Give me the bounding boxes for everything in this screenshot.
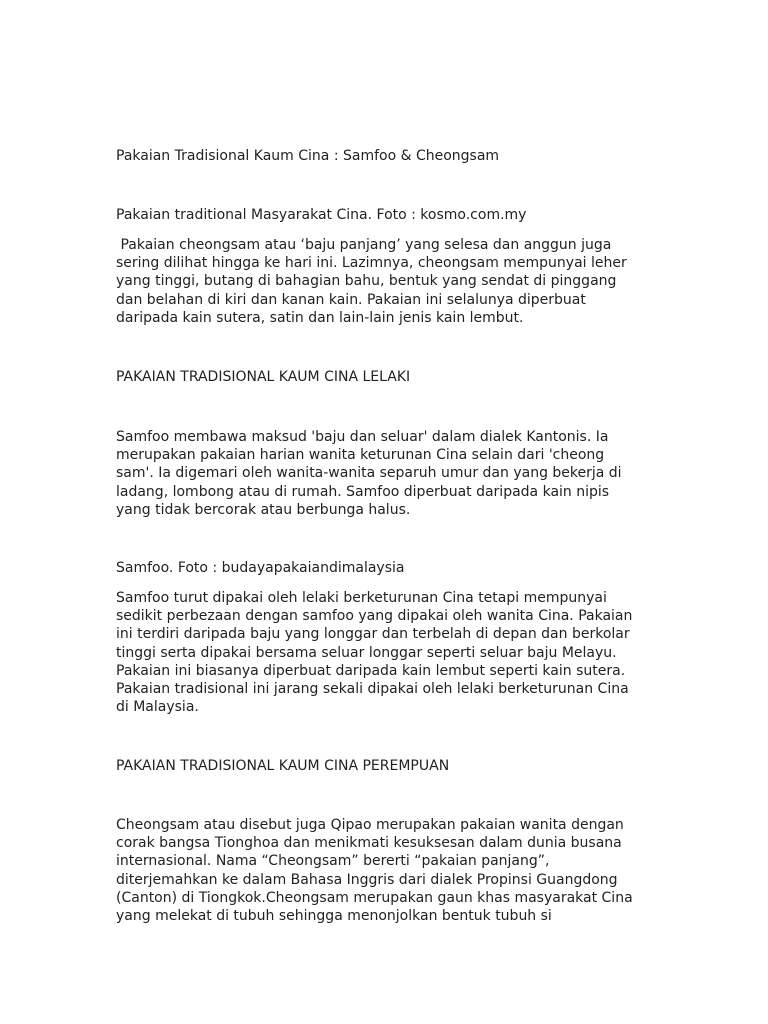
paragraph-line: Samfoo membawa maksud 'baju dan seluar' dalam dialek Kantonis. Ia (116, 429, 609, 445)
paragraph-line: tinggi serta dipakai bersama seluar longgar seperti seluar baju Melayu. (116, 644, 617, 661)
paragraph-line: diterjemahkan ke dalam Bahasa Inggris dari dialek Propinsi Guangdong (116, 871, 618, 888)
paragraph-samfoo-lelaki (116, 589, 656, 716)
paragraph-line: sam'. Ia digemari oleh wanita-wanita separuh umur dan yang bekerja di (116, 465, 622, 482)
section-heading-perempuan: PAKAIAN TRADISIONAL KAUM CINA PEREMPUAN (116, 758, 450, 774)
paragraph-cheongsam-intro (116, 236, 656, 327)
paragraph-line: (Canton) di Tiongkok.Cheongsam merupakan gaun khas masyarakat Cina (116, 889, 633, 906)
paragraph-line: dan belahan di kiri dan kanan kain. Pakaian ini selalunya diperbuat (116, 291, 586, 308)
paragraph-line: internasional. Nama “Cheongsam” bererti “pakaian panjang”, (116, 853, 550, 870)
paragraph-samfoo-meaning (116, 428, 656, 519)
paragraph-line: sering dilihat hingga ke hari ini. Lazimnya, cheongsam mempunyai leher (116, 255, 627, 272)
section-heading-lelaki: PAKAIAN TRADISIONAL KAUM CINA LELAKI (116, 369, 411, 385)
photo-caption: Pakaian traditional Masyarakat Cina. Foto : kosmo.com.my (116, 207, 527, 223)
paragraph-line: Pakaian cheongsam atau ‘baju panjang’ yang selesa dan anggun juga (116, 237, 612, 253)
paragraph-line: di Malaysia. (116, 699, 199, 716)
paragraph-line: yang tidak bercorak atau berbunga halus. (116, 501, 411, 518)
paragraph-line: daripada kain sutera, satin dan lain-lain jenis kain lembut. (116, 309, 524, 326)
paragraph-line: yang melekat di tubuh sehingga menonjolkan bentuk tubuh si (116, 908, 552, 925)
paragraph-line: Pakaian tradisional ini jarang sekali dipakai oleh lelaki berketurunan Cina (116, 681, 629, 698)
paragraph-line: Pakaian ini biasanya diperbuat daripada kain lembut seperti kain sutera. (116, 662, 626, 679)
paragraph-line: yang tinggi, butang di bahagian bahu, bentuk yang sendat di pinggang (116, 273, 617, 290)
document-title: Pakaian Tradisional Kaum Cina : Samfoo & Cheongsam (116, 148, 500, 164)
paragraph-cheongsam-qipao (116, 816, 656, 925)
paragraph-line: corak bangsa Tionghoa dan menikmati kesuksesan dalam dunia busana (116, 835, 622, 852)
photo-caption: Samfoo. Foto : budayapakaiandimalaysia (116, 560, 405, 576)
paragraph-line: Cheongsam atau disebut juga Qipao merupakan pakaian wanita dengan (116, 817, 624, 833)
paragraph-line: ini terdiri daripada baju yang longgar dan terbelah di depan dan berkolar (116, 626, 630, 643)
paragraph-line: sedikit perbezaan dengan samfoo yang dipakai oleh wanita Cina. Pakaian (116, 608, 633, 625)
paragraph-line: ladang, lombong atau di rumah. Samfoo diperbuat daripada kain nipis (116, 483, 610, 500)
paragraph-line: merupakan pakaian harian wanita keturunan Cina selain dari 'cheong (116, 447, 605, 464)
paragraph-line: Samfoo turut dipakai oleh lelaki berketurunan Cina tetapi mempunyai (116, 590, 607, 606)
